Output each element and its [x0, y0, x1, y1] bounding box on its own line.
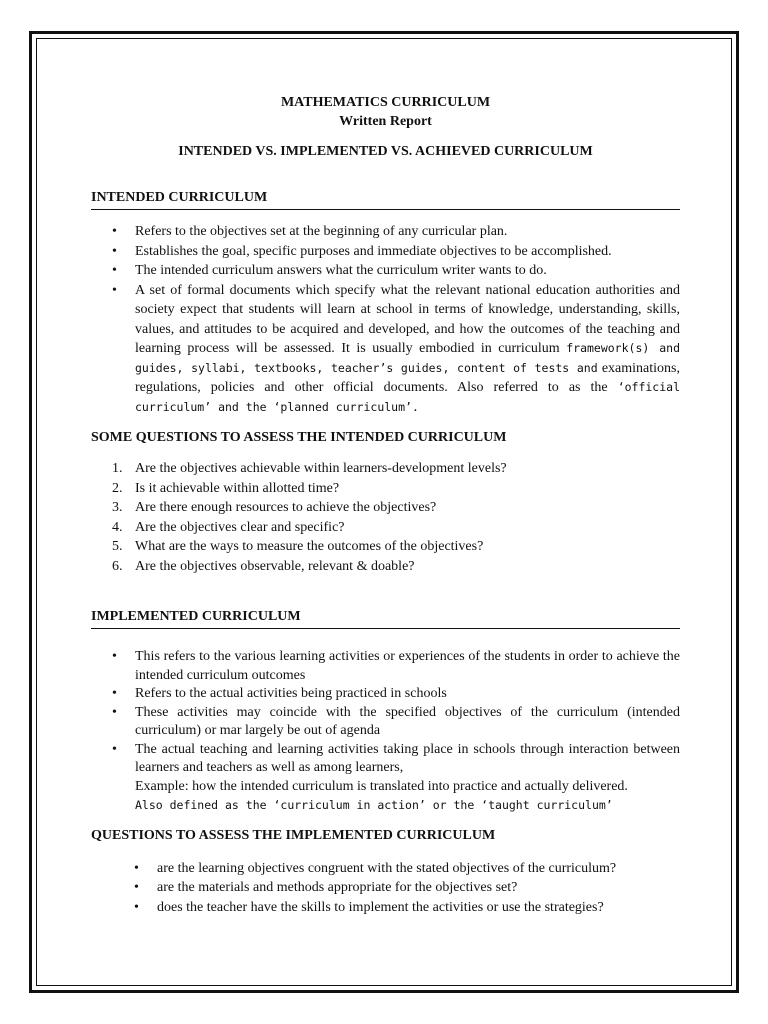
list-item: • These activities may coincide with the specified objectives of the curriculum (intended curriculum) or mar largely be out of agenda: [91, 704, 680, 741]
list-item: • are the materials and methods appropriate for the objectives set?: [91, 878, 680, 898]
long-bullet-mono-2: ‘official curriculum’ and the ‘planned curriculum’.: [135, 380, 680, 414]
intended-questions-heading: SOME QUESTIONS TO ASSESS THE INTENDED CURRICULUM: [91, 430, 507, 445]
list-text: Are the objectives clear and specific?: [135, 519, 345, 535]
document-body: [91, 93, 680, 917]
list-item: [91, 741, 680, 815]
last-bullet-line-2: Example: how the intended curriculum is translated into practice and actually delivered.: [135, 778, 628, 794]
list-text: What are the ways to measure the outcomes of the objectives?: [135, 539, 484, 554]
list-item: • are the learning objectives congruent with the stated objectives of the curriculum?: [91, 859, 680, 879]
list-item: • Establishes the goal, specific purposes and immediate objectives to be accomplished.: [91, 242, 680, 262]
list-text: Are the objectives observable, relevant & doable?: [135, 558, 415, 574]
list-item: • Refers to the actual activities being practiced in schools: [91, 685, 680, 704]
list-item: [91, 281, 680, 418]
intended-questions-list: [91, 459, 680, 576]
list-text: Are the objectives achievable within learners-development levels?: [135, 461, 507, 476]
list-text: Is it achievable within allotted time?: [135, 480, 340, 496]
implemented-curriculum-list: [91, 648, 680, 815]
list-item: [91, 479, 680, 499]
list-item: [91, 557, 680, 577]
list-item: [91, 459, 680, 479]
implemented-questions-list: [91, 859, 680, 918]
list-number: 2.: [112, 480, 123, 496]
list-text: Are there enough resources to achieve the objectives?: [135, 500, 437, 515]
list-number: 4.: [112, 519, 123, 535]
last-bullet-line-1: • The actual teaching and learning activities taking place in schools through interaction between learners and teachers as well as among learners,: [135, 741, 680, 775]
list-item: • This refers to the various learning activities or experiences of the students in order to achieve the intended curriculum outcomes: [91, 648, 680, 685]
long-bullet-text-2: examinations, regulations, policies and other official documents. Also referred to as the: [135, 360, 680, 395]
intended-curriculum-heading: INTENDED CURRICULUM: [91, 189, 680, 210]
last-bullet-line-3: Also defined as the ‘curriculum in action’ or the ‘taught curriculum’: [135, 798, 613, 812]
list-item: [91, 518, 680, 538]
list-item: [91, 537, 680, 557]
list-number: 6.: [112, 558, 123, 574]
list-item: • does the teacher have the skills to implement the activities or use the strategies?: [91, 898, 680, 918]
document-subtitle: Written Report: [339, 114, 432, 129]
implemented-curriculum-heading: IMPLEMENTED CURRICULUM: [91, 608, 680, 629]
document-heading: INTENDED VS. IMPLEMENTED VS. ACHIEVED CURRICULUM: [178, 144, 593, 159]
list-number: 3.: [112, 500, 123, 515]
intended-curriculum-list: [91, 222, 680, 417]
long-bullet-mono-1: framework(s) and guides, syllabi, textbooks, teacher’s guides, content of tests and: [135, 341, 681, 375]
title-block: [91, 93, 680, 161]
list-number: 5.: [112, 539, 123, 554]
list-item: • Refers to the objectives set at the beginning of any curricular plan.: [91, 222, 680, 242]
list-number: 1.: [112, 461, 123, 476]
document-title: MATHEMATICS CURRICULUM: [280, 95, 491, 110]
implemented-questions-heading: QUESTIONS TO ASSESS THE IMPLEMENTED CURRICULUM: [91, 827, 496, 843]
list-item: • The intended curriculum answers what the curriculum writer wants to do.: [91, 261, 680, 281]
long-bullet-text-1: A set of formal documents which specify what the relevant national education authorities and society expect that students will learn at school in terms of knowledge, understanding, skills, values, and attitudes to be acquired and developed, and how the outcomes of the teaching and learning process will be assessed. It is usually embodied in curriculum: [135, 282, 680, 356]
list-item: [91, 498, 680, 518]
